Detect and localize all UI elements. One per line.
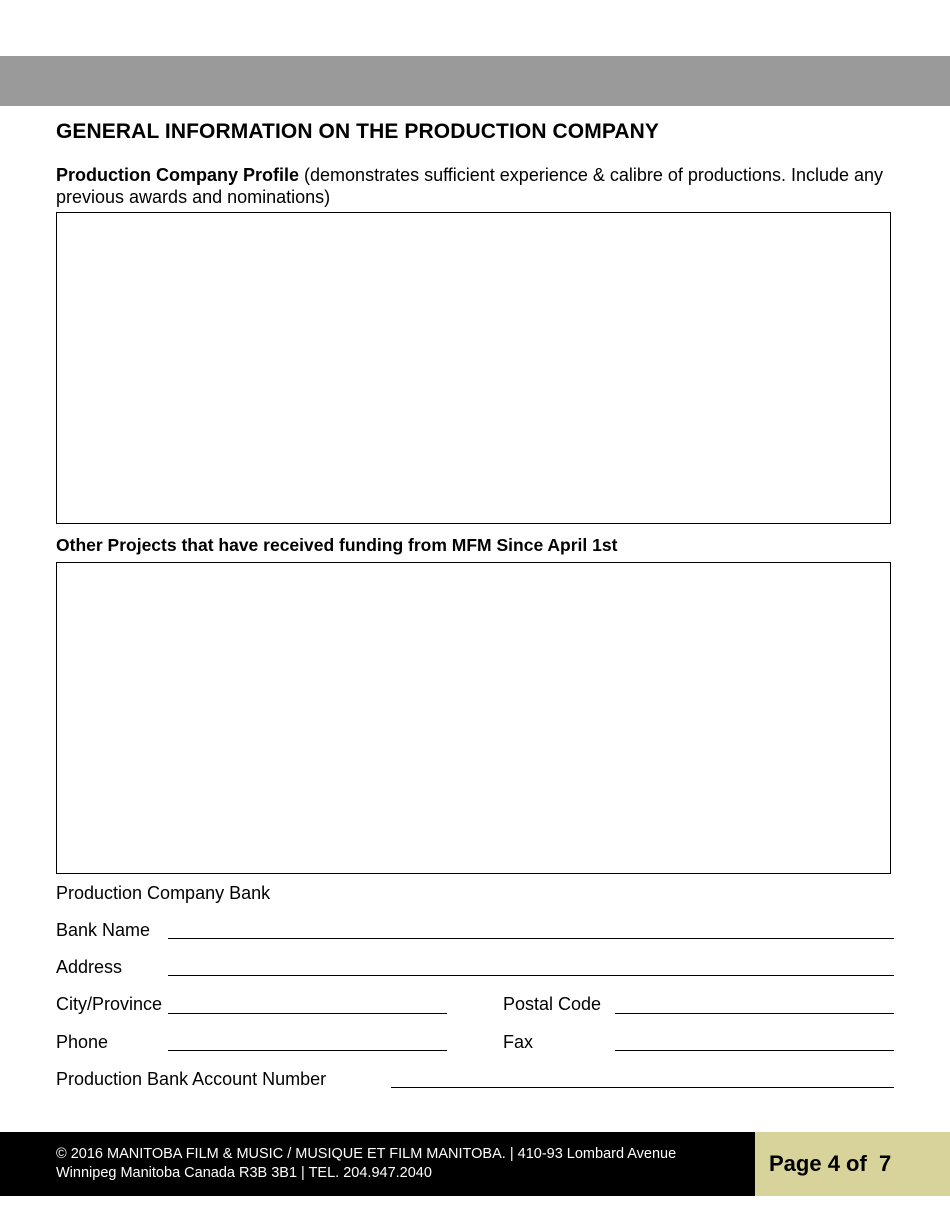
fax-field[interactable]: [615, 1050, 894, 1051]
other-projects-textbox[interactable]: [56, 562, 891, 874]
account-number-label: Production Bank Account Number: [56, 1069, 327, 1089]
bank-name-field[interactable]: [168, 938, 894, 939]
postal-code-field[interactable]: [615, 1013, 894, 1014]
profile-label: [56, 164, 896, 208]
postal-code-label: Postal Code: [503, 994, 602, 1014]
footer-text: [56, 1145, 676, 1183]
account-number-field[interactable]: [391, 1087, 894, 1088]
profile-label-rest: (demonstrates sufficient experience & calibre of productions. Include any previous awards and nominations): [56, 165, 884, 207]
address-label: Address: [56, 957, 123, 977]
page-indicator: [755, 1132, 950, 1196]
profile-label-bold: Production Company Profile: [56, 165, 300, 185]
footer-line-2: Winnipeg Manitoba Canada R3B 3B1 | TEL. 204.947.2040: [56, 1165, 432, 1181]
phone-label: Phone: [56, 1032, 109, 1052]
footer: [0, 1132, 755, 1196]
phone-field[interactable]: [168, 1050, 447, 1051]
other-projects-label: Other Projects that have received funding from MFM Since April 1st: [56, 535, 618, 555]
footer-line-1: © 2016 MANITOBA FILM & MUSIC / MUSIQUE ET FILM MANITOBA. | 410-93 Lombard Avenue: [56, 1146, 677, 1162]
profile-textbox[interactable]: [56, 212, 891, 524]
fax-label: Fax: [503, 1032, 534, 1052]
header-band: [0, 56, 950, 106]
bank-section-title: Production Company Bank: [56, 883, 271, 903]
address-field[interactable]: [168, 975, 894, 976]
section-title: GENERAL INFORMATION ON THE PRODUCTION COMPANY: [56, 120, 659, 143]
bank-name-label: Bank Name: [56, 920, 151, 940]
page-number-label: Page 4 of 7: [769, 1151, 892, 1176]
city-province-label: City/Province: [56, 994, 163, 1014]
city-province-field[interactable]: [168, 1013, 447, 1014]
